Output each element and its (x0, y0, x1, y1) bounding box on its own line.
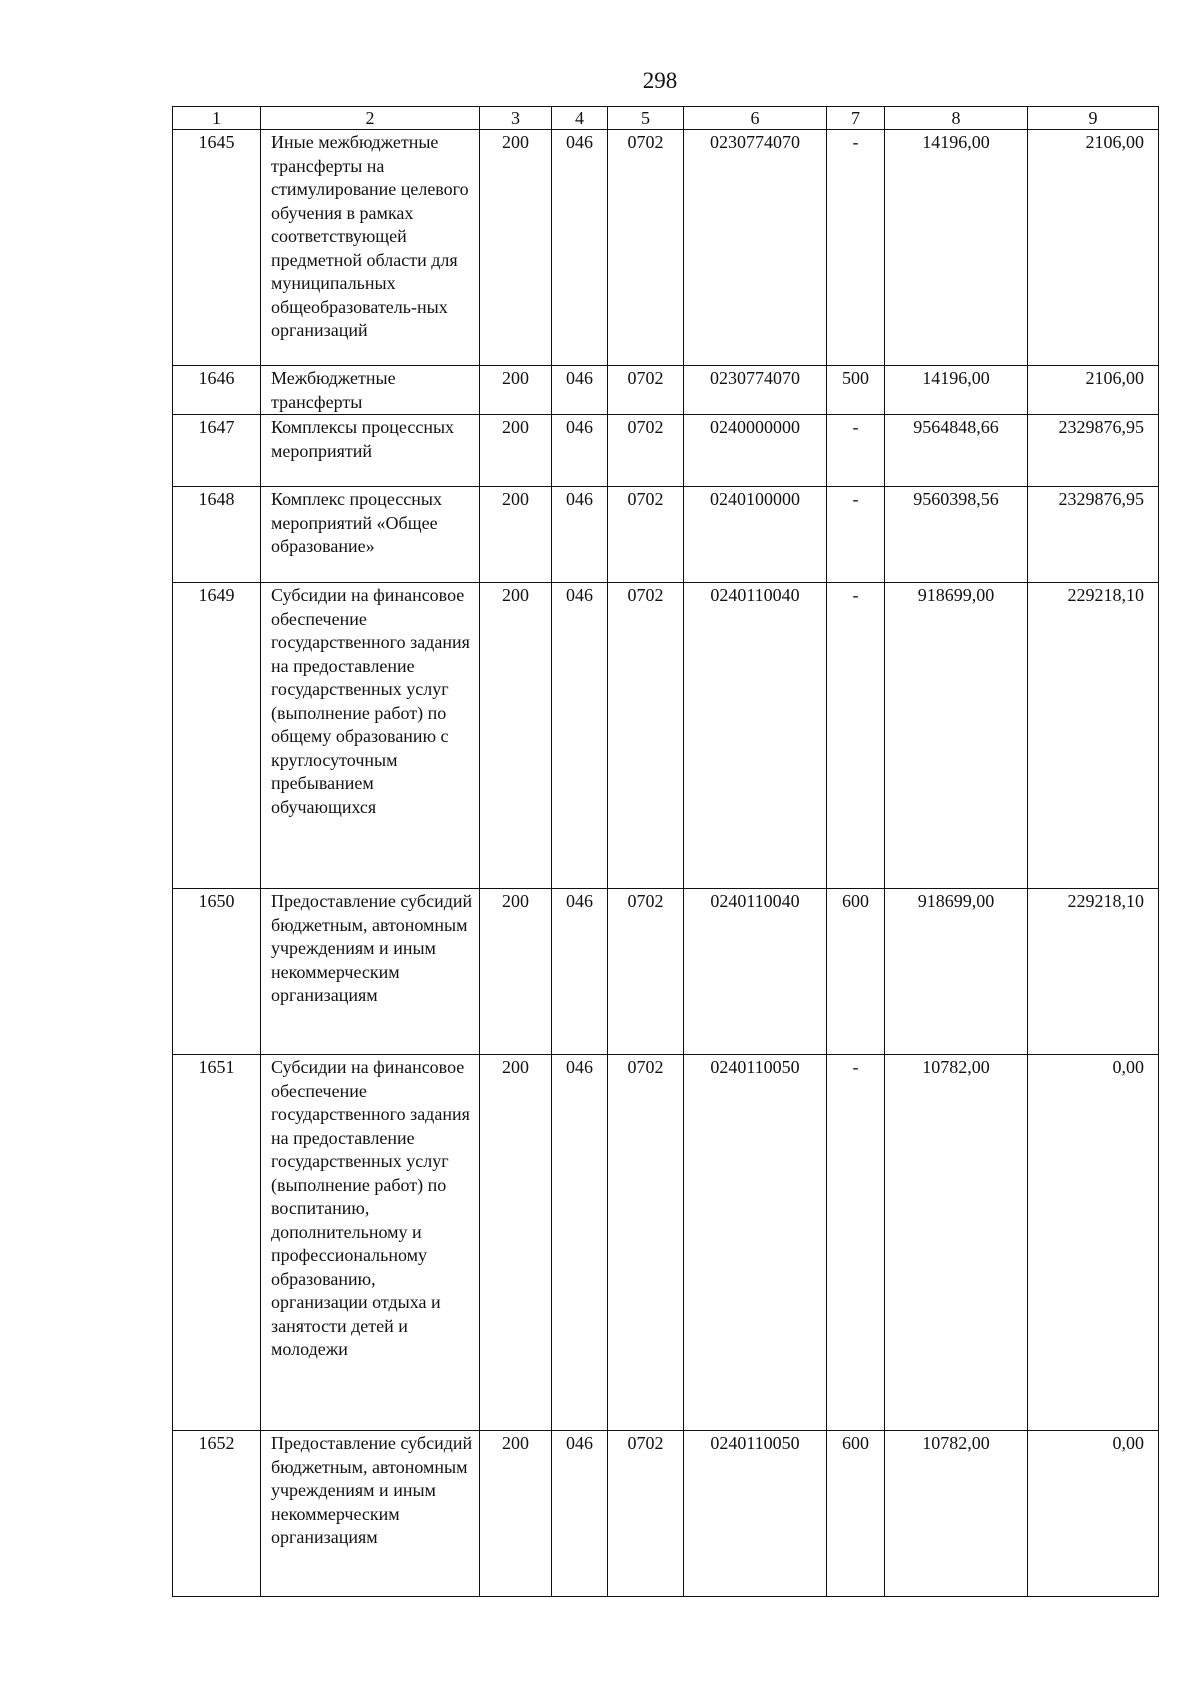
cell-col9: 229218,10 (1028, 889, 1159, 1055)
row-name: Межбюджетные трансферты (261, 366, 480, 415)
row-name: Иные межбюджетные трансферты на стимулирование целевого обучения в рамках соответствующей предметной области для муниципальных общеобразователь-ных организаций (261, 130, 480, 366)
cell-col5: 0702 (608, 487, 684, 583)
row-number: 1650 (173, 889, 261, 1055)
cell-col7: - (827, 130, 885, 366)
table-row (173, 1055, 1159, 1431)
row-number: 1652 (173, 1431, 261, 1597)
cell-col9: 2106,00 (1028, 130, 1159, 366)
table-row (173, 415, 1159, 487)
cell-col8: 14196,00 (885, 366, 1028, 415)
row-number: 1648 (173, 487, 261, 583)
cell-col9: 0,00 (1028, 1431, 1159, 1597)
table-row (173, 889, 1159, 1055)
cell-col8: 14196,00 (885, 130, 1028, 366)
cell-col6: 0240110050 (684, 1431, 827, 1597)
cell-col4: 046 (552, 130, 608, 366)
table-row (173, 583, 1159, 889)
cell-col8: 9564848,66 (885, 415, 1028, 487)
cell-col6: 0230774070 (684, 130, 827, 366)
col-header: 5 (608, 107, 684, 130)
cell-col5: 0702 (608, 1055, 684, 1431)
cell-col9: 2329876,95 (1028, 415, 1159, 487)
cell-col3: 200 (480, 1055, 552, 1431)
cell-col7: - (827, 1055, 885, 1431)
row-number: 1649 (173, 583, 261, 889)
cell-col9: 2329876,95 (1028, 487, 1159, 583)
cell-col6: 0240110040 (684, 889, 827, 1055)
cell-col8: 918699,00 (885, 583, 1028, 889)
col-header: 8 (885, 107, 1028, 130)
row-number: 1645 (173, 130, 261, 366)
cell-col9: 2106,00 (1028, 366, 1159, 415)
header-row (173, 107, 1159, 130)
cell-col4: 046 (552, 366, 608, 415)
col-header: 3 (480, 107, 552, 130)
col-header: 1 (173, 107, 261, 130)
cell-col6: 0240110050 (684, 1055, 827, 1431)
table-row (173, 130, 1159, 366)
cell-col7: - (827, 415, 885, 487)
cell-col9: 0,00 (1028, 1055, 1159, 1431)
row-number: 1646 (173, 366, 261, 415)
cell-col5: 0702 (608, 1431, 684, 1597)
cell-col3: 200 (480, 366, 552, 415)
col-header: 7 (827, 107, 885, 130)
table-row (173, 487, 1159, 583)
cell-col5: 0702 (608, 366, 684, 415)
row-number: 1651 (173, 1055, 261, 1431)
row-name: Предоставление субсидий бюджетным, автономным учреждениям и иным некоммерческим организациям (261, 889, 480, 1055)
budget-table (172, 106, 1159, 1597)
cell-col4: 046 (552, 1055, 608, 1431)
cell-col3: 200 (480, 487, 552, 583)
cell-col8: 10782,00 (885, 1431, 1028, 1597)
row-name: Комплекс процессных мероприятий «Общее образование» (261, 487, 480, 583)
cell-col6: 0230774070 (684, 366, 827, 415)
cell-col7: - (827, 487, 885, 583)
col-header: 9 (1028, 107, 1159, 130)
cell-col6: 0240110040 (684, 583, 827, 889)
table-row (173, 366, 1159, 415)
row-name: Субсидии на финансовое обеспечение государственного задания на предоставление государственных услуг (выполнение работ) по воспитанию, дополнительному и профессиональному образованию, организации отдыха и занятости детей и молодежи (261, 1055, 480, 1431)
cell-col4: 046 (552, 487, 608, 583)
row-name: Предоставление субсидий бюджетным, автономным учреждениям и иным некоммерческим организациям (261, 1431, 480, 1597)
cell-col7: - (827, 583, 885, 889)
cell-col3: 200 (480, 130, 552, 366)
cell-col3: 200 (480, 415, 552, 487)
cell-col8: 10782,00 (885, 1055, 1028, 1431)
row-number: 1647 (173, 415, 261, 487)
cell-col5: 0702 (608, 583, 684, 889)
cell-col4: 046 (552, 1431, 608, 1597)
cell-col3: 200 (480, 583, 552, 889)
cell-col8: 918699,00 (885, 889, 1028, 1055)
cell-col4: 046 (552, 889, 608, 1055)
cell-col3: 200 (480, 889, 552, 1055)
cell-col5: 0702 (608, 889, 684, 1055)
cell-col6: 0240100000 (684, 487, 827, 583)
page-number: 298 (642, 68, 678, 93)
cell-col9: 229218,10 (1028, 583, 1159, 889)
col-header: 6 (684, 107, 827, 130)
col-header: 4 (552, 107, 608, 130)
cell-col5: 0702 (608, 130, 684, 366)
cell-col6: 0240000000 (684, 415, 827, 487)
cell-col3: 200 (480, 1431, 552, 1597)
cell-col7: 600 (827, 1431, 885, 1597)
cell-col7: 600 (827, 889, 885, 1055)
cell-col5: 0702 (608, 415, 684, 487)
cell-col4: 046 (552, 583, 608, 889)
col-header: 2 (261, 107, 480, 130)
table-row (173, 1431, 1159, 1597)
cell-col8: 9560398,56 (885, 487, 1028, 583)
row-name: Комплексы процессных мероприятий (261, 415, 480, 487)
row-name: Субсидии на финансовое обеспечение государственного задания на предоставление государственных услуг (выполнение работ) по общему образованию с круглосуточным пребыванием обучающихся (261, 583, 480, 889)
cell-col7: 500 (827, 366, 885, 415)
cell-col4: 046 (552, 415, 608, 487)
